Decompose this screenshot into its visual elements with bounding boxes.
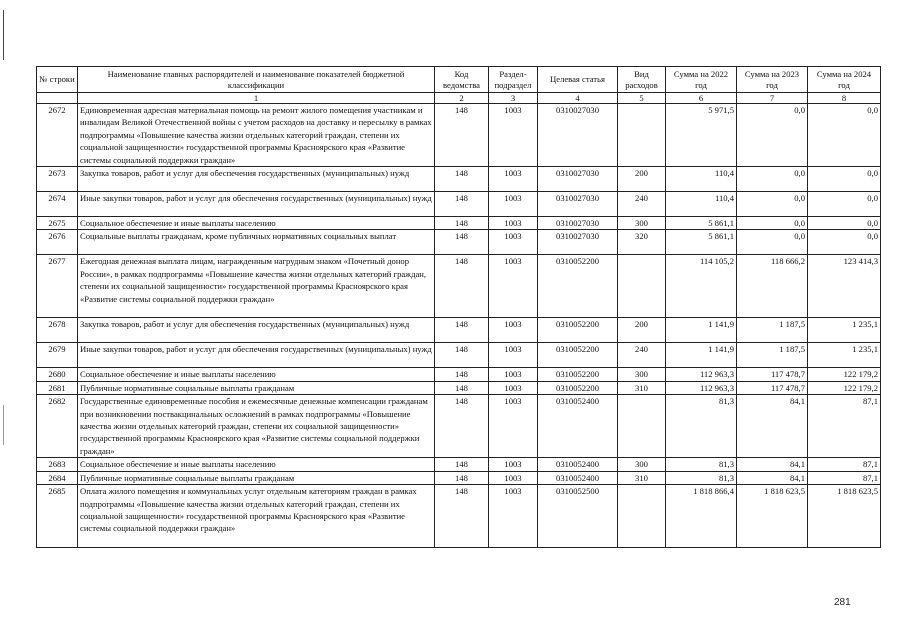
target-article-cell: 0310052200 bbox=[538, 343, 618, 368]
target-article-cell: 0310052400 bbox=[538, 458, 618, 471]
department-code-cell: 148 bbox=[435, 368, 489, 381]
section-cell: 1003 bbox=[489, 217, 538, 230]
sum-2023-cell: 0,0 bbox=[737, 230, 808, 255]
target-article-cell: 0310027030 bbox=[538, 230, 618, 255]
name-cell: Публичные нормативные социальные выплаты гражданам bbox=[78, 471, 435, 484]
row-number-cell: 2673 bbox=[37, 167, 78, 192]
department-code-cell: 148 bbox=[435, 381, 489, 394]
expense-type-cell bbox=[618, 104, 666, 167]
department-code-cell: 148 bbox=[435, 192, 489, 217]
sum-2023-cell: 117 478,7 bbox=[737, 381, 808, 394]
target-article-cell: 0310027030 bbox=[538, 104, 618, 167]
name-cell: Социальные выплаты гражданам, кроме публичных нормативных социальных выплат bbox=[78, 230, 435, 255]
sum-2022-cell: 5 971,5 bbox=[666, 104, 737, 167]
header-row bbox=[37, 67, 881, 93]
table-row bbox=[37, 368, 881, 381]
header-sum-2024: Сумма на 2024 год bbox=[808, 67, 881, 93]
department-code-cell: 148 bbox=[435, 318, 489, 343]
column-number-cell: 1 bbox=[78, 93, 435, 104]
expense-type-cell: 240 bbox=[618, 343, 666, 368]
section-cell: 1003 bbox=[489, 255, 538, 318]
sum-2022-cell: 112 963,3 bbox=[666, 381, 737, 394]
column-number-cell: 5 bbox=[618, 93, 666, 104]
row-number-cell: 2678 bbox=[37, 318, 78, 343]
expense-type-cell: 240 bbox=[618, 192, 666, 217]
table-row bbox=[37, 192, 881, 217]
name-cell: Публичные нормативные социальные выплаты гражданам bbox=[78, 381, 435, 394]
sum-2024-cell: 1 818 623,5 bbox=[808, 485, 881, 548]
column-number-row bbox=[37, 93, 881, 104]
sum-2024-cell: 87,1 bbox=[808, 395, 881, 458]
table-row bbox=[37, 395, 881, 458]
department-code-cell: 148 bbox=[435, 167, 489, 192]
section-cell: 1003 bbox=[489, 381, 538, 394]
sum-2024-cell: 123 414,3 bbox=[808, 255, 881, 318]
column-number-cell: 8 bbox=[808, 93, 881, 104]
column-number-cell: 7 bbox=[737, 93, 808, 104]
sum-2024-cell: 1 235,1 bbox=[808, 343, 881, 368]
table-row bbox=[37, 471, 881, 484]
target-article-cell: 0310027030 bbox=[538, 167, 618, 192]
section-cell: 1003 bbox=[489, 471, 538, 484]
expense-type-cell: 320 bbox=[618, 230, 666, 255]
expense-type-cell: 300 bbox=[618, 217, 666, 230]
name-cell: Иные закупки товаров, работ и услуг для обеспечения государственных (муниципальных) нужд bbox=[78, 192, 435, 217]
sum-2024-cell: 0,0 bbox=[808, 230, 881, 255]
target-article-cell: 0310052200 bbox=[538, 368, 618, 381]
sum-2024-cell: 0,0 bbox=[808, 192, 881, 217]
target-article-cell: 0310052200 bbox=[538, 318, 618, 343]
department-code-cell: 148 bbox=[435, 458, 489, 471]
sum-2024-cell: 122 179,2 bbox=[808, 368, 881, 381]
expense-type-cell: 300 bbox=[618, 458, 666, 471]
sum-2023-cell: 0,0 bbox=[737, 104, 808, 167]
column-number-cell: 2 bbox=[435, 93, 489, 104]
sum-2024-cell: 122 179,2 bbox=[808, 381, 881, 394]
section-cell: 1003 bbox=[489, 167, 538, 192]
section-cell: 1003 bbox=[489, 395, 538, 458]
expense-type-cell: 310 bbox=[618, 471, 666, 484]
sum-2023-cell: 117 478,7 bbox=[737, 368, 808, 381]
sum-2022-cell: 114 105,2 bbox=[666, 255, 737, 318]
column-number-cell: 3 bbox=[489, 93, 538, 104]
name-cell: Социальное обеспечение и иные выплаты населению bbox=[78, 458, 435, 471]
section-cell: 1003 bbox=[489, 343, 538, 368]
row-number-cell: 2674 bbox=[37, 192, 78, 217]
sum-2022-cell: 112 963,3 bbox=[666, 368, 737, 381]
row-number-cell: 2679 bbox=[37, 343, 78, 368]
scan-edge-mark bbox=[3, 10, 4, 60]
name-cell: Закупка товаров, работ и услуг для обеспечения государственных (муниципальных) нужд bbox=[78, 318, 435, 343]
name-cell: Социальное обеспечение и иные выплаты населению bbox=[78, 217, 435, 230]
sum-2022-cell: 1 141,9 bbox=[666, 318, 737, 343]
sum-2023-cell: 1 187,5 bbox=[737, 318, 808, 343]
page-number: 281 bbox=[834, 597, 851, 608]
header-sum-2022: Сумма на 2022 год bbox=[666, 67, 737, 93]
table-row bbox=[37, 485, 881, 548]
department-code-cell: 148 bbox=[435, 217, 489, 230]
name-cell: Оплата жилого помещения и коммунальных услуг отдельным категориям граждан в рамках подпрограммы «Повышение качества жизни отдельных категорий граждан, степени их социальной защищенности» государственной программы Красноярского края «Развитие системы социальной поддержки граждан» bbox=[78, 485, 435, 548]
name-cell: Социальное обеспечение и иные выплаты населению bbox=[78, 368, 435, 381]
name-cell: Закупка товаров, работ и услуг для обеспечения государственных (муниципальных) нужд bbox=[78, 167, 435, 192]
row-number-cell: 2677 bbox=[37, 255, 78, 318]
sum-2023-cell: 84,1 bbox=[737, 395, 808, 458]
table-row bbox=[37, 318, 881, 343]
sum-2024-cell: 1 235,1 bbox=[808, 318, 881, 343]
section-cell: 1003 bbox=[489, 104, 538, 167]
sum-2023-cell: 1 187,5 bbox=[737, 343, 808, 368]
header-row-number: № строки bbox=[37, 67, 78, 93]
sum-2022-cell: 81,3 bbox=[666, 395, 737, 458]
scan-edge-mark bbox=[3, 405, 4, 445]
section-cell: 1003 bbox=[489, 485, 538, 548]
sum-2022-cell: 5 861,1 bbox=[666, 230, 737, 255]
row-number-cell: 2682 bbox=[37, 395, 78, 458]
department-code-cell: 148 bbox=[435, 485, 489, 548]
budget-table bbox=[36, 66, 881, 548]
row-number-cell: 2675 bbox=[37, 217, 78, 230]
section-cell: 1003 bbox=[489, 368, 538, 381]
department-code-cell: 148 bbox=[435, 230, 489, 255]
table-row bbox=[37, 458, 881, 471]
name-cell: Иные закупки товаров, работ и услуг для обеспечения государственных (муниципальных) нужд bbox=[78, 343, 435, 368]
sum-2024-cell: 0,0 bbox=[808, 217, 881, 230]
column-number-cell: 6 bbox=[666, 93, 737, 104]
sum-2022-cell: 110,4 bbox=[666, 192, 737, 217]
section-cell: 1003 bbox=[489, 318, 538, 343]
expense-type-cell: 300 bbox=[618, 368, 666, 381]
department-code-cell: 148 bbox=[435, 104, 489, 167]
target-article-cell: 0310027030 bbox=[538, 217, 618, 230]
sum-2024-cell: 0,0 bbox=[808, 167, 881, 192]
target-article-cell: 0310052500 bbox=[538, 485, 618, 548]
sum-2022-cell: 5 861,1 bbox=[666, 217, 737, 230]
target-article-cell: 0310027030 bbox=[538, 192, 618, 217]
target-article-cell: 0310052400 bbox=[538, 471, 618, 484]
target-article-cell: 0310052200 bbox=[538, 255, 618, 318]
column-number-cell bbox=[37, 93, 78, 104]
name-cell: Ежегодная денежная выплата лицам, награжденным нагрудным знаком «Почетный донор России», в рамках подпрограммы «Повышение качества жизни отдельных категорий граждан, степени их социальной защищенности» государственной программы Красноярского края «Развитие системы социальной поддержки граждан» bbox=[78, 255, 435, 318]
row-number-cell: 2681 bbox=[37, 381, 78, 394]
row-number-cell: 2676 bbox=[37, 230, 78, 255]
row-number-cell: 2684 bbox=[37, 471, 78, 484]
sum-2023-cell: 0,0 bbox=[737, 192, 808, 217]
table-row bbox=[37, 343, 881, 368]
row-number-cell: 2683 bbox=[37, 458, 78, 471]
table-row bbox=[37, 217, 881, 230]
header-name: Наименование главных распорядителей и наименование показателей бюджетной классификации bbox=[78, 67, 435, 93]
row-number-cell: 2685 bbox=[37, 485, 78, 548]
column-number-cell: 4 bbox=[538, 93, 618, 104]
table-row bbox=[37, 381, 881, 394]
expense-type-cell: 310 bbox=[618, 381, 666, 394]
sum-2023-cell: 0,0 bbox=[737, 167, 808, 192]
sum-2024-cell: 87,1 bbox=[808, 471, 881, 484]
sum-2023-cell: 0,0 bbox=[737, 217, 808, 230]
section-cell: 1003 bbox=[489, 458, 538, 471]
header-department-code: Код ведомства bbox=[435, 67, 489, 93]
table-row bbox=[37, 167, 881, 192]
sum-2022-cell: 1 818 866,4 bbox=[666, 485, 737, 548]
row-number-cell: 2680 bbox=[37, 368, 78, 381]
table-row bbox=[37, 230, 881, 255]
table-row bbox=[37, 104, 881, 167]
target-article-cell: 0310052200 bbox=[538, 381, 618, 394]
sum-2024-cell: 0,0 bbox=[808, 104, 881, 167]
sum-2023-cell: 84,1 bbox=[737, 458, 808, 471]
expense-type-cell: 200 bbox=[618, 318, 666, 343]
table-row bbox=[37, 255, 881, 318]
department-code-cell: 148 bbox=[435, 471, 489, 484]
sum-2023-cell: 84,1 bbox=[737, 471, 808, 484]
expense-type-cell: 200 bbox=[618, 167, 666, 192]
target-article-cell: 0310052400 bbox=[538, 395, 618, 458]
expense-type-cell bbox=[618, 485, 666, 548]
name-cell: Единовременная адресная материальная помощь на ремонт жилого помещения участникам и инвалидам Великой Отечественной войны с учетом расходов на доставку и пересылку в рамках подпрограммы «Повышение качества жизни отдельных категорий граждан, степени их социальной защищенности» государственной программы Красноярского края «Развитие системы социальной поддержки граждан» bbox=[78, 104, 435, 167]
section-cell: 1003 bbox=[489, 192, 538, 217]
name-cell: Государственные единовременные пособия и ежемесячные денежные компенсации гражданам при возникновении поствакцинальных осложнений в рамках подпрограммы «Повышение качества жизни отдельных категорий граждан, степени их социальной защищенности» государственной программы Красноярского края «Развитие системы социальной поддержки граждан» bbox=[78, 395, 435, 458]
sum-2022-cell: 81,3 bbox=[666, 458, 737, 471]
department-code-cell: 148 bbox=[435, 255, 489, 318]
row-number-cell: 2672 bbox=[37, 104, 78, 167]
sum-2023-cell: 118 666,2 bbox=[737, 255, 808, 318]
header-section: Раздел-подраздел bbox=[489, 67, 538, 93]
expense-type-cell bbox=[618, 395, 666, 458]
sum-2022-cell: 110,4 bbox=[666, 167, 737, 192]
section-cell: 1003 bbox=[489, 230, 538, 255]
department-code-cell: 148 bbox=[435, 343, 489, 368]
header-expense-type: Вид расходов bbox=[618, 67, 666, 93]
department-code-cell: 148 bbox=[435, 395, 489, 458]
sum-2022-cell: 81,3 bbox=[666, 471, 737, 484]
sum-2023-cell: 1 818 623,5 bbox=[737, 485, 808, 548]
header-sum-2023: Сумма на 2023 год bbox=[737, 67, 808, 93]
sum-2024-cell: 87,1 bbox=[808, 458, 881, 471]
sum-2022-cell: 1 141,9 bbox=[666, 343, 737, 368]
table-body bbox=[37, 104, 881, 548]
expense-type-cell bbox=[618, 255, 666, 318]
header-target-article: Целевая статья bbox=[538, 67, 618, 93]
